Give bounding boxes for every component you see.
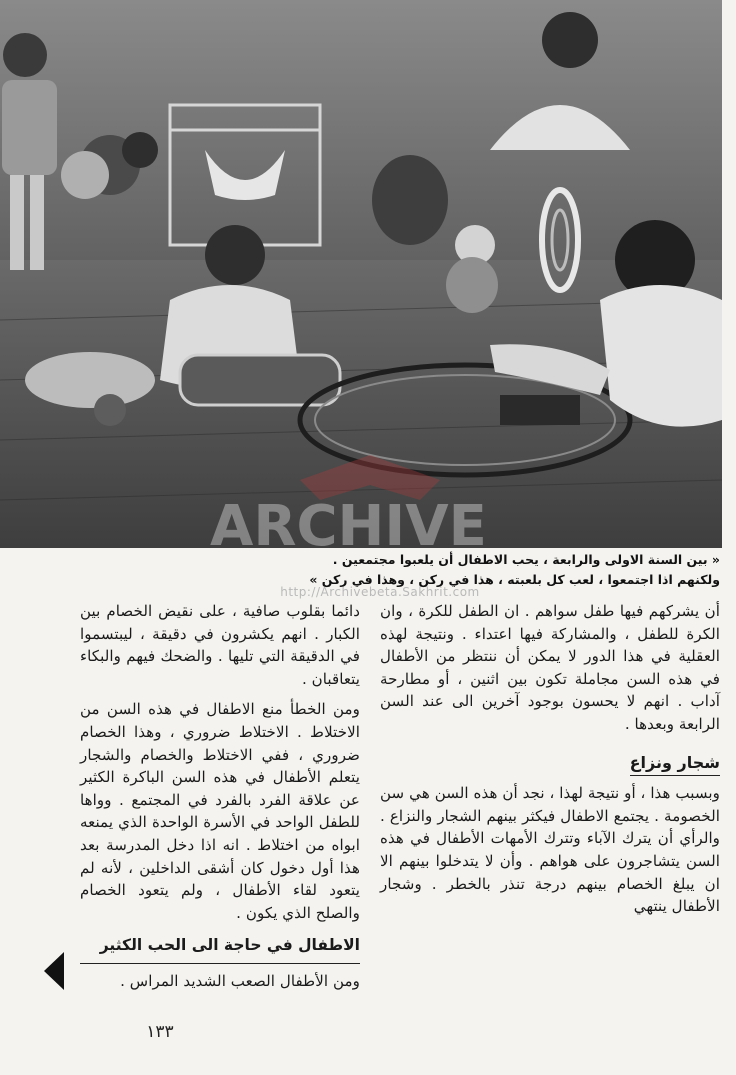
left-column — [80, 600, 360, 993]
watermark-logo: ARCHIVE — [210, 494, 487, 548]
page-number: ١٣٣ — [146, 1022, 174, 1042]
arrow-left-icon — [44, 952, 64, 990]
left-paragraph-1: دائما بقلوب صافية ، على نقيض الخصام بين الكبار . انهم يكشرون في دقيقة ، ليبتسموا في الدقيقة التي تليها . والضحك فيهم والبكاء يتعاقبان . — [80, 602, 360, 688]
left-paragraph-2: ومن الخطأ منع الاطفال في هذه السن من الاختلاط . الاختلاط ضروري ، وهذا الخصام ضروري ، ففي الاختلاط والخصام والشجار يتعلم الأطفال في هذه السن الباكرة الكثير عن علاقة الفرد بالفرد في المجتمع . وواها للطفل الواحد في الأسرة الواحدة الذي يمنعه ابواه من اختلاط . انه اذا دخل المدرسة بعد هذا أول دخول كان أشقى الداخلين ، لأنه لم يتعود لقاء الأطفال ، ولم يتعود الخصام والصلح الذي يكون . — [80, 700, 360, 922]
right-paragraph-1: أن يشركهم فيها طفل سواهم . ان الطفل للكرة ، وان الكرة للطفل ، والمشاركة فيها اعتداء . ونتيجة لهذه العقلية في هذا الدور لا يمكن أن ننتظر من الأطفال في هذه السن مجاملة تكون بين اثنين ، أو مطارحة آداب . انهم لا يحسون بوجود آخرين الى عند السن الرابعة وبعدها . — [380, 602, 720, 733]
right-paragraph-2: وبسبب هذا ، أو نتيجة لهذا ، نجد أن هذه السن هي سن الخصومة . يجتمع الاطفال فيكثر بينهم الشجار والنزاع . والرأي أن يترك الآباء وتترك الأمهات الأطفال في هذه السن يتشاجرون على هواهم . وأن لا يتدخلوا بينهم الا ان يبلغ الخصام بينهم درجة تنذر بالخطر . وشجار الأطفال ينتهي — [380, 784, 720, 916]
section-heading-love: الاطفال في حاجة الى الحب الكثير — [80, 934, 360, 964]
section-heading-quarrel-text: شجار ونزاع — [630, 753, 720, 776]
watermark-url: http://Archivebeta.Sakhrit.com — [280, 585, 480, 599]
right-column — [380, 600, 720, 918]
caption-line-1: « بين السنة الاولى والرابعة ، يحب الاطفال أن يلعبوا مجتمعين . — [332, 552, 720, 567]
left-paragraph-3: ومن الأطفال الصعب الشديد المراس . — [120, 971, 360, 990]
photo-caption — [80, 550, 720, 590]
caption-line-2: ولكنهم اذا اجتمعوا ، لعب كل بلعبته ، هذا في ركن ، وهذا في ركن » — [309, 572, 720, 587]
section-heading-quarrel — [380, 752, 720, 775]
